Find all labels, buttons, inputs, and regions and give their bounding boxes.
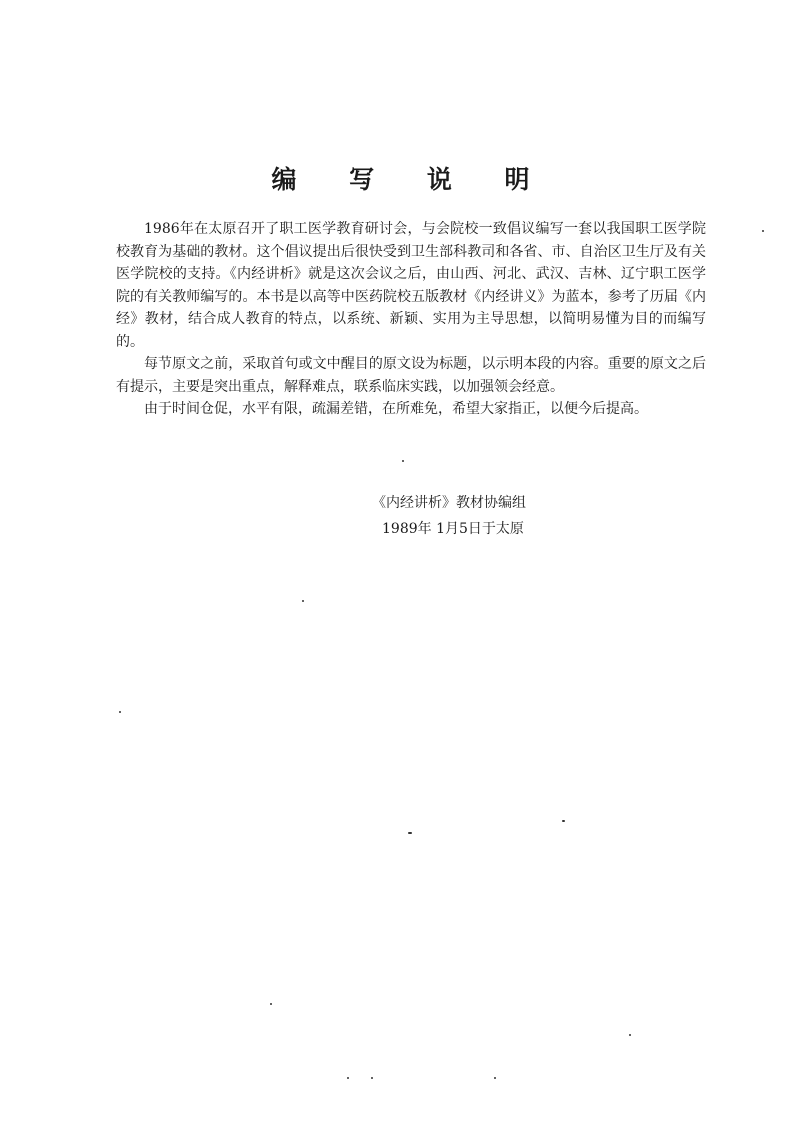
scan-speck	[762, 230, 764, 232]
scan-speck	[402, 460, 404, 462]
scan-speck	[119, 711, 121, 713]
page-title: 编 写 说 明	[271, 165, 552, 194]
paragraph-1: 1986年在太原召开了职工医学教育研讨会，与会院校一致倡议编写一套以我国职工医学院校教育为基础的教材。这个倡议提出后很快受到卫生部科教司和各省、市、自治区卫生厅及有关医学院校的支持。《内经讲析》就是这次会议之后，由山西、河北、武汉、吉林、辽宁职工医学院的有关教师编写的。本书是以高等中医药院校五版教材《内经讲义》为蓝本，参考了历届《内经》教材，结合成人教育的特点，以系统、新颖、实用为主导思想，以简明易懂为目的而编写的。	[116, 221, 706, 350]
scan-speck	[371, 1077, 373, 1079]
signoff-date: 1989年 1月5日于太原	[382, 521, 524, 537]
scan-speck	[494, 1077, 496, 1079]
paragraph-2: 每节原文之前，采取首句或文中醒目的原文设为标题，以示明本段的内容。重要的原文之后有提示，主要是突出重点，解释难点，联系临床实践，以加强领会经意。	[116, 356, 706, 395]
scan-speck	[270, 1003, 272, 1005]
scan-speck	[302, 600, 304, 602]
scan-speck	[408, 832, 412, 834]
scan-speck	[347, 1077, 349, 1079]
scan-speck	[562, 820, 565, 822]
scan-speck	[629, 1034, 631, 1036]
paragraph-3: 由于时间仓促，水平有限，疏漏差错，在所难免，希望大家指正，以便今后提高。	[144, 401, 648, 417]
body-text	[116, 218, 706, 421]
signoff-group: 《内经讲析》教材协编组	[372, 495, 526, 511]
signoff	[372, 490, 526, 542]
